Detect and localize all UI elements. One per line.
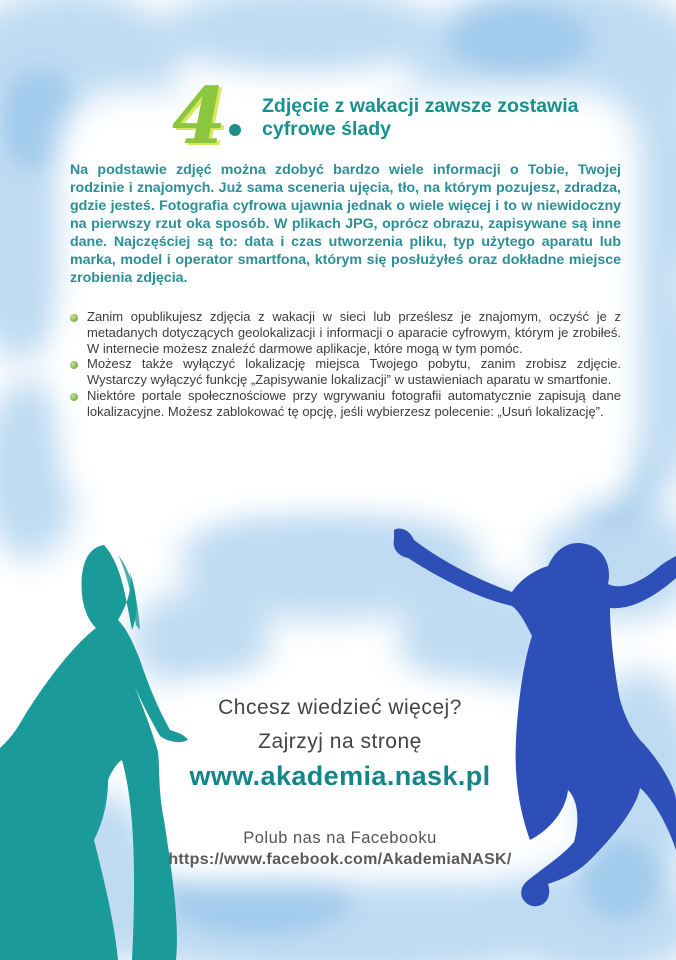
tips-list [70, 309, 621, 420]
cta-question: Chcesz wiedzieć więcej? [218, 696, 462, 719]
list-item-text: Zanim opublikujesz zdjęcia z wakacji w sieci lub prześlesz je znajomym, oczyść je z metadanych dotyczących geolokalizacji i informacji o aparacie cyfrowym, którym je zrobiłeś. W internecie możesz znaleźć darmowe aplikacje, które mogą w tym pomóc. [87, 309, 621, 356]
list-item [70, 309, 621, 356]
cta-visit: Zajrzyj na stronę [258, 730, 422, 753]
section-number: 4 [172, 71, 227, 162]
facebook-label: Polub nas na Facebooku [243, 829, 437, 847]
section-title: Zdjęcie z wakacji zawsze zostawia cyfrowe ślady [262, 95, 579, 140]
bullet-dot-icon [70, 314, 78, 322]
list-item-text: Możesz także wyłączyć lokalizację miejsca Twojego pobytu, zanim zrobisz zdjęcie. Wystarczy wyłączyć funkcję „Zapisywanie lokalizacji” w ustawieniach aparatu w smartfonie. [87, 356, 621, 388]
bullet-dot-icon [70, 393, 78, 401]
list-item [70, 356, 621, 388]
intro-paragraph: Na podstawie zdjęć można zdobyć bardzo wiele informacji o Tobie, Twojej rodzinie i znajomych. Już sama sceneria ujęcia, tło, na którym pozujesz, zdradza, gdzie jesteś. Fotografia cyfrowa ujawnia jednak o wiele więcej i to w niewidoczny na pierwszy rzut oka sposób. W plikach JPG, oprócz obrazu, zapisywane są inne dane. Najczęściej są to: data i czas utworzenia pliku, typ użytego aparatu lub marka, model i operator smartfona, którym się posłużyłeś oraz dokładne miejsce zrobienia zdjęcia. [70, 162, 621, 286]
list-item-text: Niektóre portale społecznościowe przy wgrywaniu fotografii automatycznie zapisują dane lokalizacyjne. Możesz zablokować tę opcję, jeśli wybierzesz polecenie: „Usuń lokalizację”. [87, 387, 621, 419]
bullet-dot-icon [70, 361, 78, 369]
facebook-link[interactable]: https://www.facebook.com/AkademiaNASK/ [168, 851, 512, 868]
list-item [70, 388, 621, 420]
section-number-dot [229, 124, 241, 136]
website-link[interactable]: www.akademia.nask.pl [189, 761, 491, 791]
